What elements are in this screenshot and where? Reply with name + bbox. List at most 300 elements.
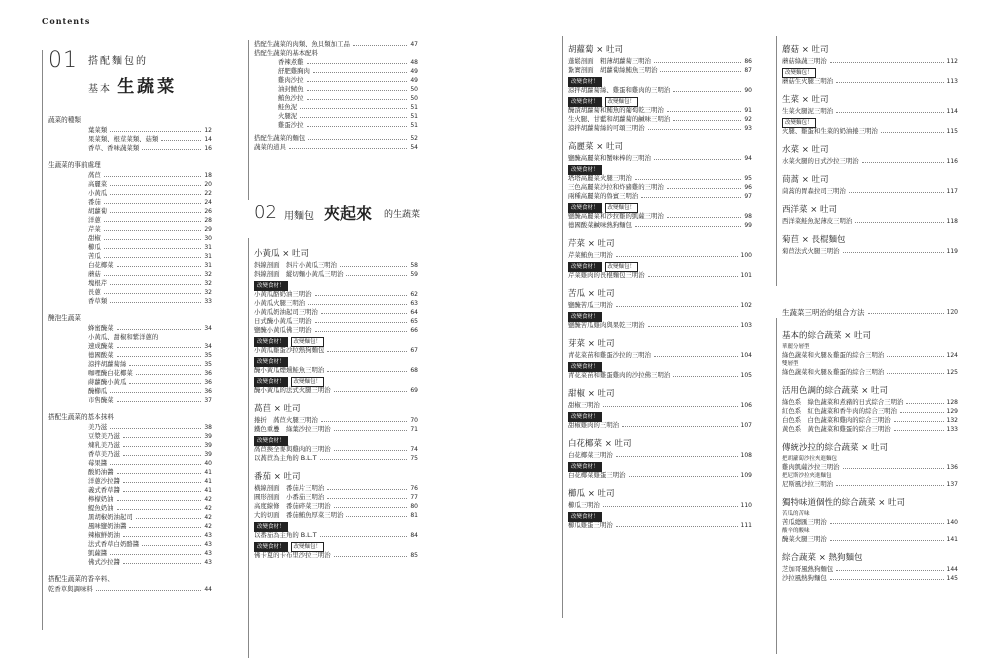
leader-dots [142,545,201,546]
page-number: 43 [204,559,212,566]
toc-entry[interactable] [568,221,752,230]
toc-entry[interactable] [782,77,958,86]
leader-dots [142,149,201,150]
entry-title: 鹽醃高麗菜和沙拉雞的凱薩三明治 [568,212,664,220]
entry-title: 小黃瓜奶油起司三明治 [254,308,318,316]
column-divider [776,318,777,654]
contents-header: Contents [42,16,91,26]
change-ingredient-tag: 改變食材！ [568,97,602,107]
page-number: 114 [946,108,958,115]
page-number: 36 [204,370,212,377]
page-number: 50 [410,86,418,93]
change-ingredient-tag: 改變食材！ [568,312,602,322]
page-number: 14 [204,136,212,143]
page-number: 34 [204,343,212,350]
toc-entry[interactable] [48,261,212,270]
vegetable-section [782,144,958,166]
page-number: 48 [410,59,418,66]
toc-entry[interactable] [254,94,418,103]
page-number: 71 [410,426,418,433]
toc-entry[interactable] [568,66,752,75]
toc-entry[interactable] [254,85,418,94]
entry-title: 莓果醬 [88,459,108,467]
leader-dots [129,527,201,528]
vegetable-section [254,471,418,560]
toc-entry[interactable] [48,558,212,567]
entry-title: 芹菜鮪魚三明治 [568,251,613,259]
toc-group [48,411,212,567]
page-number: 116 [946,158,958,165]
toc-entry[interactable] [48,396,212,405]
toc-entry[interactable] [48,216,212,225]
subheading: 苦瓜的苦味 [782,511,810,517]
leader-dots [308,304,407,305]
entry-title: 白花椰菜 [88,261,114,269]
toc-entry[interactable] [782,157,958,166]
toc-entry[interactable] [782,398,958,407]
tag-row [254,434,418,445]
toc-entry[interactable] [48,522,212,531]
change-bread-tag: 改變麵包！ [782,118,816,128]
toc-entry[interactable] [48,297,212,306]
toc-entry[interactable] [48,378,212,387]
toc-entry[interactable] [254,299,418,308]
entry-title: 茼蒿的胃森拉司三明治 [782,187,846,195]
vegetable-title: 芽菜 × 吐司 [568,339,615,349]
entry-title: 香草美乃滋 [88,450,120,458]
combo-section [782,552,958,583]
toc-entry[interactable] [782,351,958,360]
leader-dots [320,536,407,537]
toc-entry[interactable] [48,180,212,189]
leader-dots [616,256,738,257]
page-number: 31 [204,244,212,251]
leader-dots [673,376,738,377]
leader-dots [313,72,407,73]
toc-entry[interactable] [568,521,752,530]
leader-dots [307,90,407,91]
leader-dots [346,516,407,517]
toc-entry[interactable] [568,212,752,221]
leader-dots [117,500,201,501]
entry-title: 舒肥雞胸肉 [278,67,310,75]
toc-entry[interactable] [568,401,752,410]
toc-entry[interactable] [48,495,212,504]
toc-entry[interactable] [48,351,212,360]
leader-dots [300,108,407,109]
leader-dots [862,162,944,163]
entry-title: 鮭魚泥 [278,103,298,111]
vegetable-section [782,234,958,256]
toc-entry[interactable] [48,135,212,144]
leader-dots [110,131,201,132]
page-number: 20 [204,181,212,188]
page-number: 33 [204,298,212,305]
entry-title: 德國酸菜鹹味熱狗麵包 [568,221,632,229]
leader-dots [830,540,944,541]
entry-title: 橫線剖面 番茄片三明治 [254,484,325,492]
tag-row [568,410,752,421]
toc-entry[interactable] [48,288,212,297]
entry-title: 以萵苣為主角的 B.L.T [254,454,317,462]
leader-dots [340,266,407,267]
column-divider [248,40,249,200]
toc-entry[interactable] [568,57,752,66]
toc-entry[interactable] [48,540,212,549]
page-number: 16 [204,145,212,152]
toc-entry[interactable] [48,342,212,351]
page-number: 30 [204,235,212,242]
toc-entry[interactable] [48,234,212,243]
toc-entry[interactable] [48,585,212,594]
toc-entry[interactable] [48,432,212,441]
toc-entry[interactable] [568,115,752,124]
vegetable-section [568,338,752,380]
toc-entry[interactable] [568,321,752,330]
column-divider [562,36,563,618]
toc-entry[interactable] [254,290,418,299]
toc-entry[interactable] [254,112,418,121]
leader-dots [641,197,741,198]
column-divider [248,238,249,658]
toc-entry[interactable] [48,387,212,396]
toc-entry[interactable] [782,247,958,256]
toc-entry[interactable] [48,531,212,540]
section-number: 01 [48,48,78,73]
toc-entry[interactable] [568,192,752,201]
entry-title: 醃小黃瓜煙燻鮭魚三明治 [254,366,325,374]
toc-entry[interactable] [48,333,212,342]
vegetable-title: 高麗菜 × 吐司 [568,142,624,152]
page-number: 43 [204,532,212,539]
leader-dots [603,506,738,507]
toc-entry[interactable] [568,471,752,480]
toc-entry[interactable] [254,425,418,434]
entry-title: 洋蔥沙拉醬 [88,477,120,485]
leader-dots [307,126,407,127]
tag-row [254,355,418,366]
toc-entry[interactable] [254,317,418,326]
entry-title: 櫛瓜 [88,243,101,251]
change-bread-tag: 改變麵包！ [605,262,639,272]
toc-entry[interactable] [254,493,418,502]
page-number: 36 [204,388,212,395]
toc-entry[interactable] [48,468,212,477]
leader-dots [836,82,944,83]
toc-entry[interactable] [48,198,212,207]
page-number: 102 [740,302,752,309]
toc-entry[interactable] [568,174,752,183]
leader-dots [830,62,944,63]
leader-dots [894,430,944,431]
toc-entry[interactable] [48,423,212,432]
page-number: 51 [410,122,418,129]
leader-dots [315,295,407,296]
toc-entry[interactable] [254,502,418,511]
page-number: 29 [204,226,212,233]
change-bread-tag: 改變麵包！ [605,203,639,213]
group-title: 蔬菜的種類 [48,116,81,124]
leader-dots [327,351,407,352]
toc-entry[interactable] [48,360,212,369]
leader-dots [334,391,407,392]
leader-dots [906,403,944,404]
leader-dots [836,485,944,486]
change-ingredient-tag: 改變食材！ [254,542,288,552]
entry-title: 芹菜 [88,225,101,233]
toc-entry[interactable] [254,134,418,143]
column-2 [248,40,421,559]
toc-entry[interactable] [48,189,212,198]
toc-entry[interactable] [782,574,958,583]
page-number: 32 [204,271,212,278]
page-number: 52 [410,135,418,142]
toc-entry[interactable] [48,513,212,522]
change-ingredient-tag: 改變食材！ [568,203,602,213]
toc-entry[interactable] [782,107,958,116]
toc-entry[interactable] [254,49,418,58]
toc-entry[interactable] [782,368,958,377]
leader-dots [117,509,201,510]
combo-section [782,385,958,434]
change-ingredient-tag: 改變食材！ [254,377,288,387]
leader-dots [320,459,407,460]
entry-title: 芝加哥風熱狗麵包 [782,565,834,573]
leader-dots [104,257,201,258]
leader-dots [161,140,201,141]
toc-entry[interactable] [254,511,418,520]
toc-entry[interactable] [254,326,418,335]
toc-entry[interactable] [782,416,958,425]
toc-entry[interactable] [48,486,212,495]
tag-row [782,116,958,127]
toc-entry[interactable] [568,421,752,430]
toc-entry[interactable] [782,518,958,527]
toc-entry[interactable] [254,270,418,279]
toc-entry[interactable] [48,324,212,333]
page-number: 40 [204,460,212,467]
entry-title: 生菜火腿泥三明治 [782,107,834,115]
leader-dots [830,523,944,524]
vegetable-title: 苦瓜 × 吐司 [568,289,615,299]
vegetable-title: 芹菜 × 吐司 [568,239,615,249]
entry-title: 大的切面 番茄鮪魚厚菜三明治 [254,511,344,519]
page-number: 100 [740,252,752,259]
entry-title: 小黃瓜雞蛋沙拉熱狗麵包 [254,346,325,354]
toc-entry[interactable] [254,308,418,317]
toc-entry[interactable] [48,171,212,180]
toc-entry[interactable] [254,346,418,355]
vegetable-title: 櫛瓜 × 吐司 [568,489,615,499]
change-bread-tag: 改變麵包！ [291,542,325,552]
page-number: 85 [410,552,418,559]
page-number: 140 [946,519,958,526]
entry-title: 搭配生蔬菜的肉類、魚貝類加工品 [254,40,350,48]
toc-entry[interactable] [782,407,958,416]
toc-entry[interactable] [782,535,958,544]
page-number: 66 [410,327,418,334]
toc-entry[interactable] [568,183,752,192]
toc-entry[interactable] [568,371,752,380]
leader-dots [117,356,201,357]
toc-entry[interactable] [782,217,958,226]
leader-dots [123,437,201,438]
toc-entry[interactable] [254,103,418,112]
toc-entry[interactable] [254,143,418,152]
toc-entry[interactable] [782,463,958,472]
change-ingredient-tag: 改變食材！ [254,522,288,532]
toc-entry[interactable] [254,445,418,454]
entry-title: 捲折 萵苣火腿三明治 [254,416,318,424]
combo-title: 活用色調的綜合蔬菜 × 吐司 [782,386,889,396]
toc-entry[interactable] [568,251,752,260]
toc-entry[interactable] [48,549,212,558]
toc-entry[interactable] [568,301,752,310]
toc-entry[interactable] [48,459,212,468]
page-number: 108 [740,452,752,459]
entry-title: 青花菜苗和雞蛋雞肉的沙拉佛三明治 [568,371,671,379]
tag-row [254,335,418,346]
toc-entry[interactable] [48,369,212,378]
page-number: 101 [740,272,752,279]
vegetable-title: 菊苣 × 長棍麵包 [782,235,846,245]
toc-entry[interactable] [568,106,752,115]
leader-dots [110,185,201,186]
toc-entry[interactable] [568,451,752,460]
page-number: 98 [744,213,752,220]
toc-entry[interactable] [254,484,418,493]
leader-dots [315,331,407,332]
leader-dots [110,212,201,213]
page-number: 69 [410,387,418,394]
toc-entry[interactable] [782,480,958,489]
entry-title: 斜線剖面 縱切麵小黃瓜三明治 [254,270,344,278]
toc-entry[interactable] [568,86,752,95]
toc-entry[interactable] [48,225,212,234]
toc-entry[interactable] [254,366,418,375]
toc-entry[interactable] [254,121,418,130]
toc-entry[interactable] [48,450,212,459]
leader-dots [110,464,201,465]
leader-dots [616,456,738,457]
toc-entry[interactable] [782,308,958,322]
entry-title: 紅色系 紅色蔬菜和香牛肉的綜合三明治 [782,407,898,415]
page-number: 47 [410,41,418,48]
toc-entry[interactable] [568,271,752,280]
toc-entry[interactable] [568,124,752,133]
change-ingredient-tag: 改變食材！ [568,77,602,87]
page-number: 103 [740,322,752,329]
toc-entry[interactable] [254,531,418,540]
toc-entry[interactable] [254,416,418,425]
entry-title: 豆漿美乃滋 [88,432,120,440]
leader-dots [307,99,407,100]
toc-entry[interactable] [782,187,958,196]
entry-title: 蘑菇綠蔬三明治 [782,57,827,65]
entry-title: 佛卡夏的卡布里沙拉三明治 [254,551,331,559]
entry-title: 蒔蘿醃小黃瓜 [88,378,127,386]
entry-title: 紮實剖面 胡蘿蔔絲鮪魚三明治 [568,66,658,74]
toc-entry[interactable] [48,504,212,513]
toc-entry[interactable] [254,454,418,463]
page-number: 93 [744,125,752,132]
entry-title: 法式香草白奶酪醬 [88,540,140,548]
leader-dots [635,179,741,180]
toc-entry[interactable] [568,154,752,163]
toc-entry[interactable] [48,144,212,153]
entry-title: 萵苣換全麥與雞肉的三明治 [254,445,331,453]
entry-title: 醃漬胡蘿蔔和鮪魚的葡萄乾三明治 [568,106,664,114]
vegetable-title: 生菜 × 吐司 [782,95,829,105]
toc-entry[interactable] [254,40,418,49]
entry-title: 醃菜火腿三明治 [782,535,827,543]
toc-entry[interactable] [254,58,418,67]
toc-entry[interactable] [254,67,418,76]
toc-entry[interactable] [48,252,212,261]
toc-entry[interactable] [782,127,958,136]
toc-entry[interactable] [782,425,958,434]
toc-entry[interactable] [254,386,418,395]
leader-dots [110,284,201,285]
leader-dots [667,188,741,189]
leader-dots [129,383,201,384]
leader-dots [648,276,738,277]
leader-dots [346,275,407,276]
toc-entry[interactable] [254,551,418,560]
vegetable-section [782,204,958,226]
leader-dots [110,554,201,555]
toc-entry[interactable] [568,501,752,510]
vegetable-section [782,44,958,86]
page-number: 34 [204,325,212,332]
page-number: 119 [946,248,958,255]
entry-title: 甜椒 [88,234,101,242]
toc-entry[interactable] [48,207,212,216]
toc-entry[interactable] [48,126,212,135]
toc-entry[interactable] [48,243,212,252]
leader-dots [300,117,407,118]
toc-entry[interactable] [782,57,958,66]
toc-entry[interactable] [48,270,212,279]
leader-dots [123,446,201,447]
toc-entry[interactable] [568,351,752,360]
leader-dots [660,71,741,72]
toc-group [48,114,212,153]
page-number: 26 [204,208,212,215]
entry-title: 白色系 白色蔬菜和雞肉的綜合三明治 [782,416,891,424]
page-number: 76 [410,485,418,492]
leader-dots [836,570,944,571]
entry-title: 洋蔥 [88,216,101,224]
leader-dots [110,428,201,429]
entry-title: 塊根芹 [88,279,108,287]
toc-entry[interactable] [254,261,418,270]
page-number: 42 [204,505,212,512]
page-number: 77 [410,494,418,501]
toc-entry[interactable] [48,441,212,450]
page-number: 128 [946,399,958,406]
page-number: 35 [204,352,212,359]
toc-entry[interactable] [782,565,958,574]
entry-title: 乾香草與調味料 [48,585,93,593]
toc-entry[interactable] [48,279,212,288]
toc-entry[interactable] [254,76,418,85]
change-ingredient-tag: 改變食材！ [568,262,602,272]
toc-entry[interactable] [48,477,212,486]
section-title-c: 的生蔬菜 [384,210,421,220]
entry-title: 萵苣 [88,171,101,179]
leader-dots [629,476,738,477]
